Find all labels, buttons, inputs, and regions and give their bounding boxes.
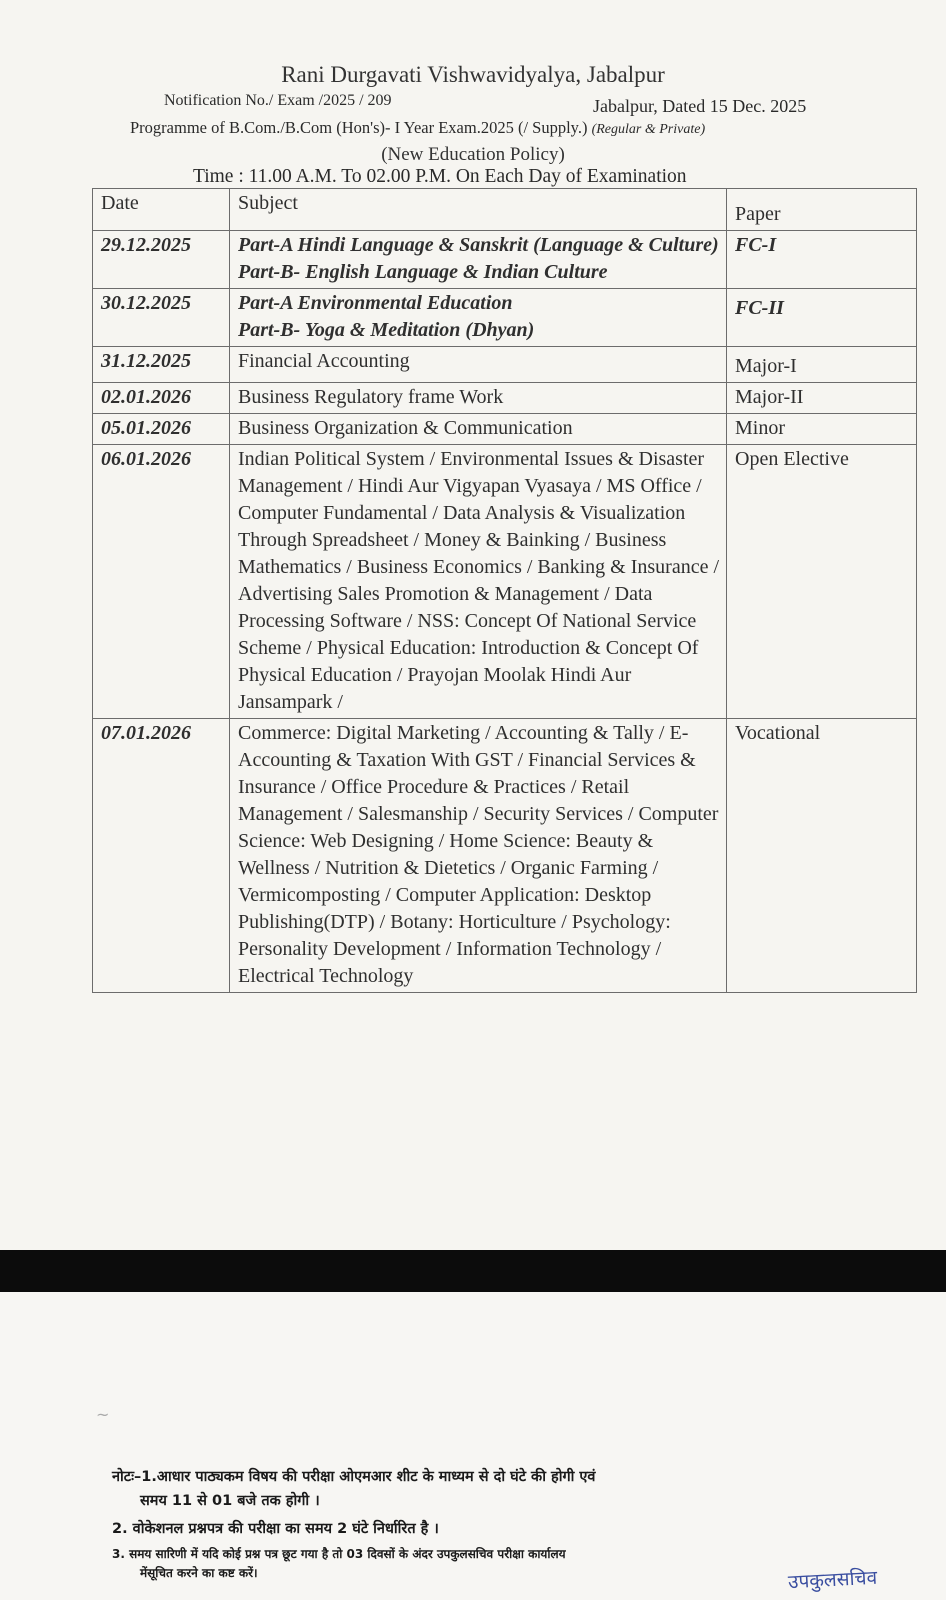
header-paper: Paper <box>727 189 917 231</box>
note-2: 2. वोकेशनल प्रश्नपत्र की परीक्षा का समय 2 घंटे निर्धारित है । <box>112 1521 439 1537</box>
table-row <box>93 383 917 414</box>
exam-time: Time : 11.00 A.M. To 02.00 P.M. On Each Day of Examination <box>193 166 687 187</box>
row-subject <box>230 231 727 289</box>
row-paper: Open Elective <box>727 445 917 719</box>
table-row <box>93 445 917 719</box>
table-row <box>93 347 917 383</box>
row-paper: FC-I <box>727 231 917 289</box>
note-1-line-1: नोटः–1.आधार पाठ्यकम विषय की परीक्षा ओएमआर शीट के माध्यम से दो घंटे की होगी एवं <box>112 1469 596 1485</box>
table-row <box>93 414 917 445</box>
row-paper: Major-II <box>727 383 917 414</box>
subject-part-b: Part-B- English Language & Indian Culture <box>238 261 608 283</box>
note-3-line-1: 3. समय सारिणी में यदि कोई प्रश्न पत्र छूट गया है तो 03 दिवसों के अंदर उपकुलसचिव परीक्षा कार्यालय <box>112 1547 566 1561</box>
row-date: 30.12.2025 <box>93 289 230 347</box>
notification-date: Jabalpur, Dated 15 Dec. 2025 <box>593 96 807 116</box>
table-row <box>93 231 917 289</box>
row-paper: Vocational <box>727 719 917 993</box>
row-subject <box>230 289 727 347</box>
programme-mode: (Regular & Private) <box>591 122 706 137</box>
row-subject: Financial Accounting <box>230 347 727 383</box>
education-policy: (New Education Policy) <box>381 144 565 165</box>
notification-number: Notification No./ Exam /2025 / 209 <box>164 92 392 109</box>
row-paper: Minor <box>727 414 917 445</box>
row-date: 05.01.2026 <box>93 414 230 445</box>
programme-name: Programme of B.Com./B.Com (Hon's)- I Year Exam.2025 (/ Supply.) <box>130 118 588 137</box>
signature: उपकुलसचिव <box>787 1566 878 1594</box>
exam-schedule-table <box>92 188 917 993</box>
header-subject: Subject <box>230 189 727 231</box>
ink-mark: ~ <box>96 1405 110 1424</box>
row-date: 29.12.2025 <box>93 231 230 289</box>
header-date: Date <box>93 189 230 231</box>
row-subject: Indian Political System / Environmental Issues & Disaster Management / Hindi Aur Vigyapan Vyasaya / MS Office / Computer Fundamental / Data Analysis & Visualization Through Spreadsheet / Money & Bainking / Business Mathematics / Business Economics / Banking & Insurance / Advertising Sales Promotion & Management / Data Processing Software / NSS: Concept Of National Service Scheme / Physical Education: Introduction & Concept Of Physical Education / Prayojan Moolak Hindi Aur Jansampark / <box>230 445 727 719</box>
row-paper: Major-I <box>727 347 917 383</box>
university-title: Rani Durgavati Vishwavidyalya, Jabalpur <box>281 62 665 87</box>
subject-part-b: Part-B- Yoga & Meditation (Dhyan) <box>238 319 535 341</box>
note-1 <box>112 1465 912 1513</box>
table-row <box>93 719 917 993</box>
row-paper: FC-II <box>727 289 917 347</box>
row-date: 06.01.2026 <box>93 445 230 719</box>
note-1-line-2: समय 11 से 01 बजे तक होगी । <box>140 1493 320 1509</box>
subject-part-a: Part-A Environmental Education <box>238 292 513 314</box>
row-subject: Business Regulatory frame Work <box>230 383 727 414</box>
table-header-row <box>93 189 917 231</box>
row-date: 31.12.2025 <box>93 347 230 383</box>
table-row <box>93 289 917 347</box>
page-separator-band <box>0 1250 946 1292</box>
row-subject: Business Organization & Communication <box>230 414 727 445</box>
note-3-line-2: मेंसूचित करने का कष्ट करें। <box>140 1566 258 1580</box>
programme-line <box>130 118 705 138</box>
row-subject: Commerce: Digital Marketing / Accounting & Tally / E-Accounting & Taxation With GST / Financial Services & Insurance / Office Procedure & Practices / Retail Management / Salesmanship / Security Services / Computer Science: Web Designing / Home Science: Beauty & Wellness / Nutrition & Dietetics / Organic Farming / Vermicomposting / Computer Application: Desktop Publishing(DTP) / Botany: Horticulture / Psychology: Personality Development / Information Technology / Electrical Technology <box>230 719 727 993</box>
row-date: 02.01.2026 <box>93 383 230 414</box>
notes-section <box>112 1465 912 1583</box>
row-date: 07.01.2026 <box>93 719 230 993</box>
subject-part-a: Part-A Hindi Language & Sanskrit (Language & Culture) <box>238 234 719 256</box>
